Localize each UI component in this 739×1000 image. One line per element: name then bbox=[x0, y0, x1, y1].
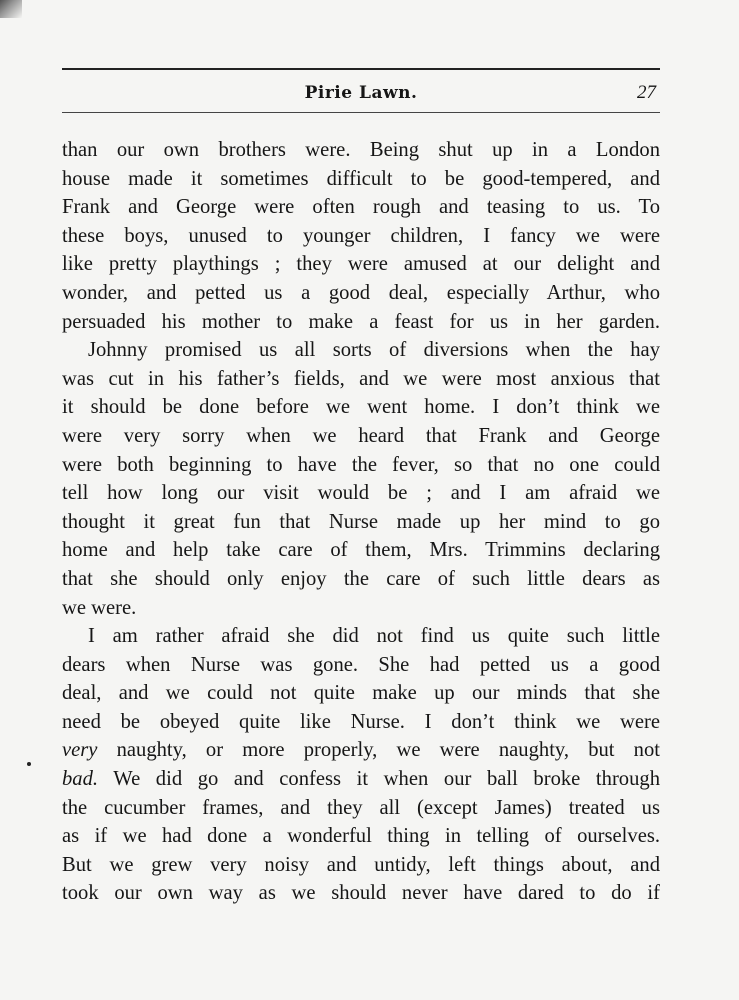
text-line bbox=[62, 736, 660, 765]
text-line: Frank and George were often rough and teasing to us. To bbox=[62, 196, 660, 219]
text-line: than our own brothers were. Being shut up in a London bbox=[62, 139, 660, 161]
text-line: as if we had done a wonderful thing in telling of ourselves. bbox=[62, 825, 660, 848]
text-line: that she should only enjoy the care of such little dears as bbox=[62, 567, 660, 590]
text-line: these boys, unused to younger children, I fancy we were bbox=[62, 224, 660, 247]
text-line: thought it great fun that Nurse made up her mind to go bbox=[62, 510, 660, 533]
running-head-title: Pirie Lawn. bbox=[304, 83, 418, 103]
body-text bbox=[62, 136, 660, 908]
running-header bbox=[62, 78, 660, 108]
text-line: wonder, and petted us a good deal, especially Arthur, who bbox=[62, 281, 660, 304]
emphasis: very bbox=[62, 739, 98, 762]
text-line: tell how long our visit would be ; and I am afraid we bbox=[62, 482, 660, 505]
text-run: We did go and confess it when our ball broke through bbox=[98, 768, 660, 791]
text-line: took our own way as we should never have dared to do if bbox=[62, 882, 660, 905]
scan-edge-shadow bbox=[0, 0, 22, 18]
text-line: need be obeyed quite like Nurse. I don’t think we were bbox=[62, 710, 660, 733]
text-line: dears when Nurse was gone. She had petted us a good bbox=[62, 653, 660, 676]
text-line: were very sorry when we heard that Frank and George bbox=[62, 424, 660, 447]
paragraph-end-line: we were. bbox=[62, 596, 137, 619]
text-line: was cut in his father’s fields, and we were most anxious that bbox=[62, 367, 660, 390]
text-line: it should be done before we went home. I don’t think we bbox=[62, 396, 660, 419]
text-line: persuaded his mother to make a feast for us in her garden. bbox=[62, 310, 660, 333]
text-line bbox=[62, 765, 660, 794]
page-number: 27 bbox=[637, 82, 656, 103]
text-line: deal, and we could not quite make up our minds that she bbox=[62, 682, 660, 705]
text-line: home and help take care of them, Mrs. Trimmins declaring bbox=[62, 539, 660, 562]
paragraph-start-line: Johnny promised us all sorts of diversions when the hay bbox=[88, 339, 660, 362]
header-rule bbox=[62, 68, 660, 70]
margin-speck bbox=[27, 762, 31, 766]
text-line: house made it sometimes difficult to be good-tempered, and bbox=[62, 167, 660, 190]
header-underline bbox=[62, 112, 660, 113]
text-line: were both beginning to have the fever, so that no one could bbox=[62, 453, 660, 476]
text-line: But we grew very noisy and untidy, left things about, and bbox=[62, 853, 660, 876]
text-run: naughty, or more properly, we were naughty, but not bbox=[97, 739, 660, 762]
text-line: the cucumber frames, and they all (except James) treated us bbox=[62, 796, 660, 819]
text-line: like pretty playthings ; they were amused at our delight and bbox=[62, 253, 660, 276]
emphasis: bad. bbox=[62, 768, 99, 791]
paragraph-start-line: I am rather afraid she did not find us quite such little bbox=[88, 625, 660, 648]
